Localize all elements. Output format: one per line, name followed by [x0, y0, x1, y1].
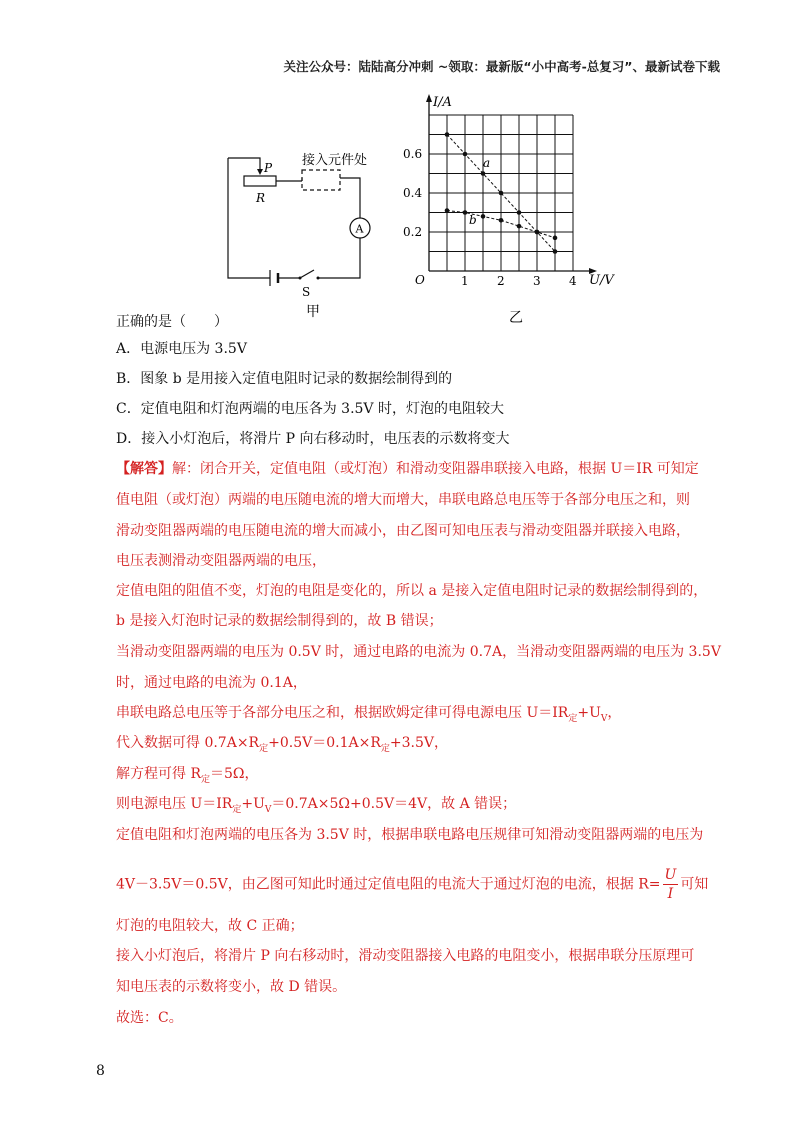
series-b-point — [463, 210, 468, 215]
x-axis-label: U/V — [589, 273, 614, 288]
series-a-point — [517, 210, 522, 215]
x-tick-label: 1 — [461, 274, 469, 288]
y-axis-arrow-icon — [426, 94, 432, 102]
answer-line-18: 故选：C。 — [116, 1010, 183, 1026]
fraction-u-over-i: $\frac{U}{I}$ — [664, 867, 677, 902]
option-b: B．图象 b 是用接入定值电阻时记录的数据绘制得到的 — [116, 371, 453, 387]
x-tick-label: 2 — [497, 274, 505, 288]
origin-label: O — [415, 273, 425, 287]
series-a-point — [481, 171, 486, 176]
answer-line-12: 则电源电压 $U=IR_定+U_V=0.7A\times 5\Omega+0.5V=4V$，故 A 错误； — [116, 796, 517, 815]
series-b-label: b — [469, 213, 477, 227]
element-label: 接入元件处 — [302, 153, 368, 168]
series-a-point — [445, 132, 450, 137]
iu-graph — [405, 88, 625, 333]
option-a: A．电源电压为 3.5V — [116, 341, 247, 357]
answer-line-10: 代入数据可得 $0.7A\times R_定+0.5V=0.1A\times R_定+3.5V$， — [116, 735, 449, 754]
answer-line-2: 值电阻（或灯泡）两端的电压随电流的增大而增大，串联电路总电压等于各部分电压之和，则 — [116, 492, 690, 508]
x-tick-label: 3 — [533, 274, 541, 288]
answer-tag: 【解答】 — [116, 461, 172, 477]
series-b-point — [553, 236, 558, 241]
series-b-point — [535, 230, 540, 235]
y-tick-label: 0.4 — [403, 186, 423, 200]
answer-line-11: 解方程可得 $R_定=5\Omega$， — [116, 766, 259, 785]
answer-line-4: 电压表测滑动变阻器两端的电压， — [116, 553, 326, 569]
series-a-point — [463, 152, 468, 157]
series-a-point — [553, 249, 558, 254]
y-tick-label: 0.6 — [403, 147, 423, 161]
page-number: 8 — [96, 1063, 105, 1079]
answer-line-17: 知电压表的示数将变小，故 D 错误。 — [116, 979, 347, 995]
caption-yi: 乙 — [509, 310, 523, 326]
y-tick-label: 0.2 — [403, 225, 423, 239]
answer-line-16: 接入小灯泡后，将滑片 P 向右移动时，滑动变阻器接入电路的电阻变小，根据串联分压原理可 — [116, 948, 695, 964]
answer-line-5: 定值电阻的阻值不变，灯泡的电阻是变化的，所以 a 是接入定值电阻时记录的数据绘制得到的， — [116, 583, 708, 599]
circuit-diagram — [220, 150, 380, 320]
answer-line-6: b 是接入灯泡时记录的数据绘制得到的，故 B 错误； — [116, 613, 443, 629]
slider-arrow-icon — [257, 169, 263, 175]
y-axis-label: I/A — [433, 95, 452, 110]
answer-line-1: 【解答】解：闭合开关，定值电阻（或灯泡）和滑动变阻器串联接入电路，根据 U＝IR 可知定 — [116, 461, 699, 477]
answer-line-3: 滑动变阻器两端的电压随电流的增大而减小，由乙图可知电压表与滑动变阻器并联接入电路， — [116, 523, 690, 539]
answer-line-14: 4V－3.5V＝0.5V，由乙图可知此时通过定值电阻的电流大于通过灯泡的电流，根据 R= $\frac{U}{I}$ 可知 — [116, 867, 709, 902]
question-stem: 正确的是（ ） — [116, 314, 228, 330]
option-d: D．接入小灯泡后，将滑片 P 向右移动时，电压表的示数将变大 — [116, 431, 510, 447]
series-b-point — [445, 208, 450, 213]
series-b-point — [481, 214, 486, 219]
answer-line-8: 时，通过电路的电流为 0.1A， — [116, 675, 307, 691]
series-b-point — [517, 224, 522, 229]
ammeter-label: A — [355, 222, 364, 236]
label-r: R — [256, 191, 266, 205]
option-c: C．定值电阻和灯泡两端的电压各为 3.5V 时，灯泡的电阻较大 — [116, 401, 504, 417]
caption-jia: 甲 — [306, 304, 320, 320]
answer-line-13: 定值电阻和灯泡两端的电压各为 3.5V 时，根据串联电路电压规律可知滑动变阻器两端的电压为 — [116, 827, 704, 843]
series-b-point — [499, 218, 504, 223]
x-tick-label: 4 — [569, 274, 577, 288]
answer-line-7: 当滑动变阻器两端的电压为 0.5V 时，通过电路的电流为 0.7A，当滑动变阻器两端的电压为 3.5V — [116, 644, 721, 660]
answer-line-9: 串联电路总电压等于各部分电压之和，根据欧姆定律可得电源电压 $U=IR_定+U_V$， — [116, 705, 622, 724]
series-a-label: a — [483, 156, 491, 170]
page-header: 关注公众号：陆陆高分冲刺 ~领取：最新版“小中高考-总复习”、最新试卷下载 — [283, 59, 720, 74]
label-s: S — [302, 285, 311, 299]
label-p: P — [264, 161, 273, 175]
answer-line-15: 灯泡的电阻较大，故 C 正确； — [116, 918, 304, 934]
series-a-point — [499, 191, 504, 196]
